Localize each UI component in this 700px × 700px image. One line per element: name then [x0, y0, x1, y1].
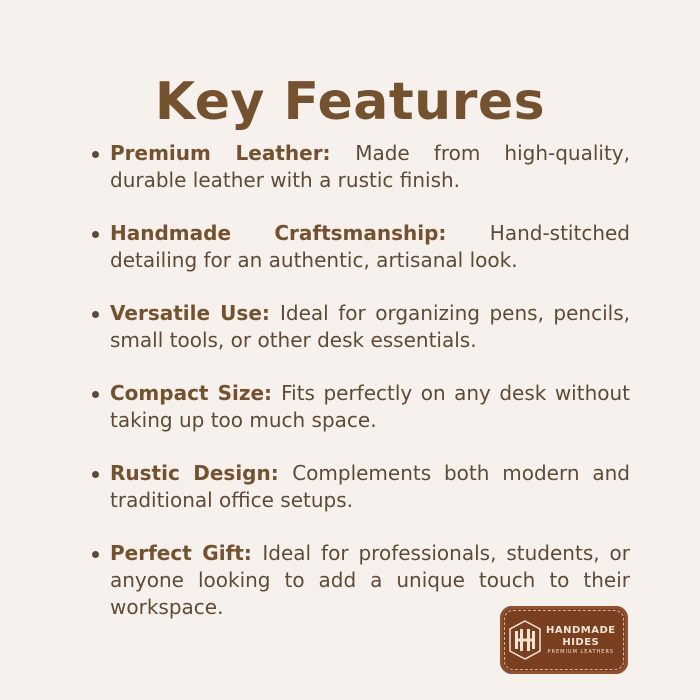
feature-title: Compact Size: [110, 381, 282, 405]
feature-item [90, 380, 630, 434]
bullet-icon [92, 231, 99, 238]
bullet-icon [92, 391, 99, 398]
feature-item [90, 140, 630, 194]
bullet-icon [92, 471, 99, 478]
feature-title: Handmade Craftsmanship: [110, 221, 490, 245]
bullet-icon [92, 311, 99, 318]
feature-title: Versatile Use: [110, 301, 280, 325]
logo-name-line2: HIDES [562, 636, 600, 648]
feature-item [90, 460, 630, 514]
feature-item [90, 300, 630, 354]
bullet-icon [92, 151, 99, 158]
logo-name-line1: HANDMADE [546, 624, 616, 636]
logo-text [546, 625, 616, 656]
feature-title: Premium Leather: [110, 141, 356, 165]
feature-description: Ideal for organizing pens, pencils, small tools, or other desk essentials. [110, 301, 630, 352]
feature-description: Made from high-quality, durable leather with a rustic finish. [110, 141, 630, 192]
bullet-icon [92, 551, 99, 558]
feature-title: Perfect Gift: [110, 541, 263, 565]
feature-item [90, 220, 630, 274]
feature-list [90, 140, 630, 647]
feature-title: Rustic Design: [110, 461, 293, 485]
hh-monogram-icon [508, 620, 542, 660]
page-title: Key Features [154, 72, 546, 132]
feature-description: Hand-stitched detailing for an authentic, artisanal look. [110, 221, 630, 272]
brand-logo [500, 606, 628, 674]
feature-description: Ideal for professionals, students, or anyone looking to add a unique touch to their workspace. [110, 541, 630, 619]
feature-description: Complements both modern and traditional office setups. [110, 461, 631, 512]
feature-description: Fits perfectly on any desk without taking up too much space. [110, 381, 630, 432]
logo-tagline: PREMIUM LEATHERS [547, 648, 615, 655]
